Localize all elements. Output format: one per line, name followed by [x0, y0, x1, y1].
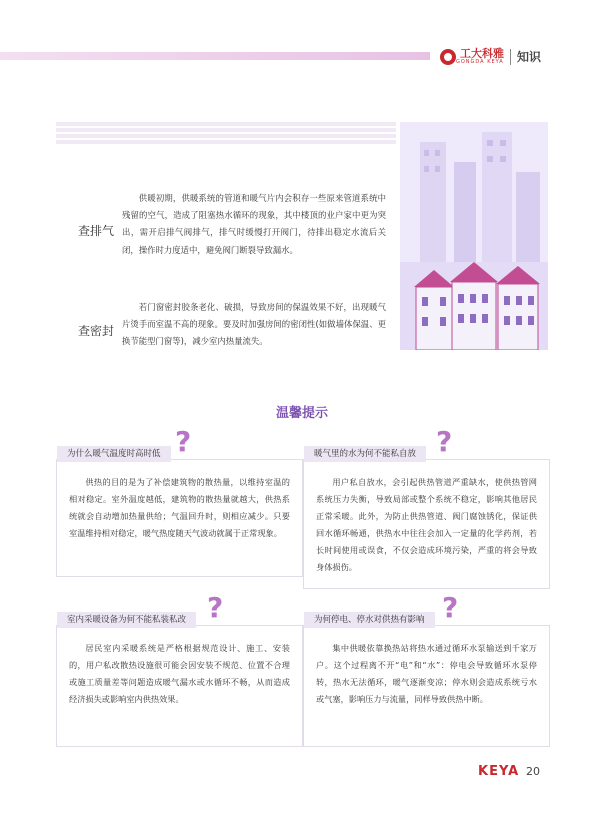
tip-answer: 用户私自放水，会引起供热管道严重缺水，使供热管网系统压力失衡，导致局部或整个系统不稳定，影响其他居民正常采暖。此外，为防止供热管道、阀门腐蚀锈化，保证供回水循环畅通，供热水中往往会加入一定量的化学药剂，若长时间使用或误食，不仅会造成环境污染，严重的将会导致身体损伤。 [316, 477, 537, 572]
row-title-vent: 查排气 [78, 224, 115, 238]
question-mark-icon: ? [436, 425, 453, 458]
decorative-stripes [56, 122, 396, 146]
row-text-seal: 若门窗密封胶条老化、破损，导致房间的保温效果不好，出现暖气片烫手而室温不高的现象。要及时加强房间的密闭性(如做墙体保温、更换节能型门窗等)，减少室内热量流失。 [122, 302, 386, 347]
brand-logo [440, 48, 541, 65]
city-illustration [400, 122, 548, 350]
brand-name-en: GONGDA KEYA [456, 59, 504, 65]
question-mark-icon: ? [442, 591, 459, 624]
tip-card [303, 425, 550, 589]
tip-question: 为什么暖气温度时高时低 [57, 446, 171, 462]
tip-question: 为何停电、停水对供热有影响 [304, 612, 435, 628]
tip-answer: 供热的目的是为了补偿建筑物的散热量，以维持室温的相对稳定。室外温度越低，建筑物的散热量就越大，供热系统就会自动增加热量供给；气温回升时，则相应减少。只要室温维持相对稳定，暖气热度随天气波动就属于正常现象。 [69, 477, 290, 538]
tip-question: 暖气里的水为何不能私自放 [304, 446, 426, 462]
logo-divider [510, 49, 511, 65]
logo-icon [440, 49, 456, 65]
row-text-vent: 供暖初期，供暖系统的管道和暖气片内会积存一些原来管道系统中残留的空气，造成了阻塞热水循环的现象，其中楼顶的业户家中更为突出，需开启排气阀排气，排气时缓慢打开阀门，待排出稳定水流后关闭，操作时力度适中，避免阀门断裂导致漏水。 [122, 193, 386, 255]
page-number: 20 [526, 765, 540, 778]
tip-card [56, 591, 303, 747]
footer-brand: KEYA [478, 764, 520, 779]
tip-answer: 居民室内采暖系统是严格根据规范设计、施工、安装的，用户私改散热设施很可能会因安装不规范、位置不合理或施工质量差等问题造成暖气漏水或水循环不畅，从而造成经济损失或影响室内供热效果。 [69, 643, 290, 704]
section-label: 知识 [517, 50, 542, 64]
brand-name-cn: 工大科雅 [460, 47, 504, 60]
header-band [0, 52, 430, 60]
question-mark-icon: ? [175, 425, 192, 458]
tips-title: 温馨提示 [275, 406, 328, 421]
tip-card [56, 425, 303, 577]
row-title-seal: 查密封 [78, 324, 115, 338]
question-mark-icon: ? [207, 591, 224, 624]
tip-question: 室内采暖设备为何不能私装私改 [57, 612, 196, 628]
tip-answer: 集中供暖依靠换热站将热水通过循环水泵输送到千家万户。这个过程离不开“电”和“水”：停电会导致循环水泵停转，热水无法循环，暖气逐渐变凉；停水则会造成系统亏水或气塞，影响压力与流量，同样导致供热中断。 [316, 643, 537, 704]
tip-card [303, 591, 550, 747]
